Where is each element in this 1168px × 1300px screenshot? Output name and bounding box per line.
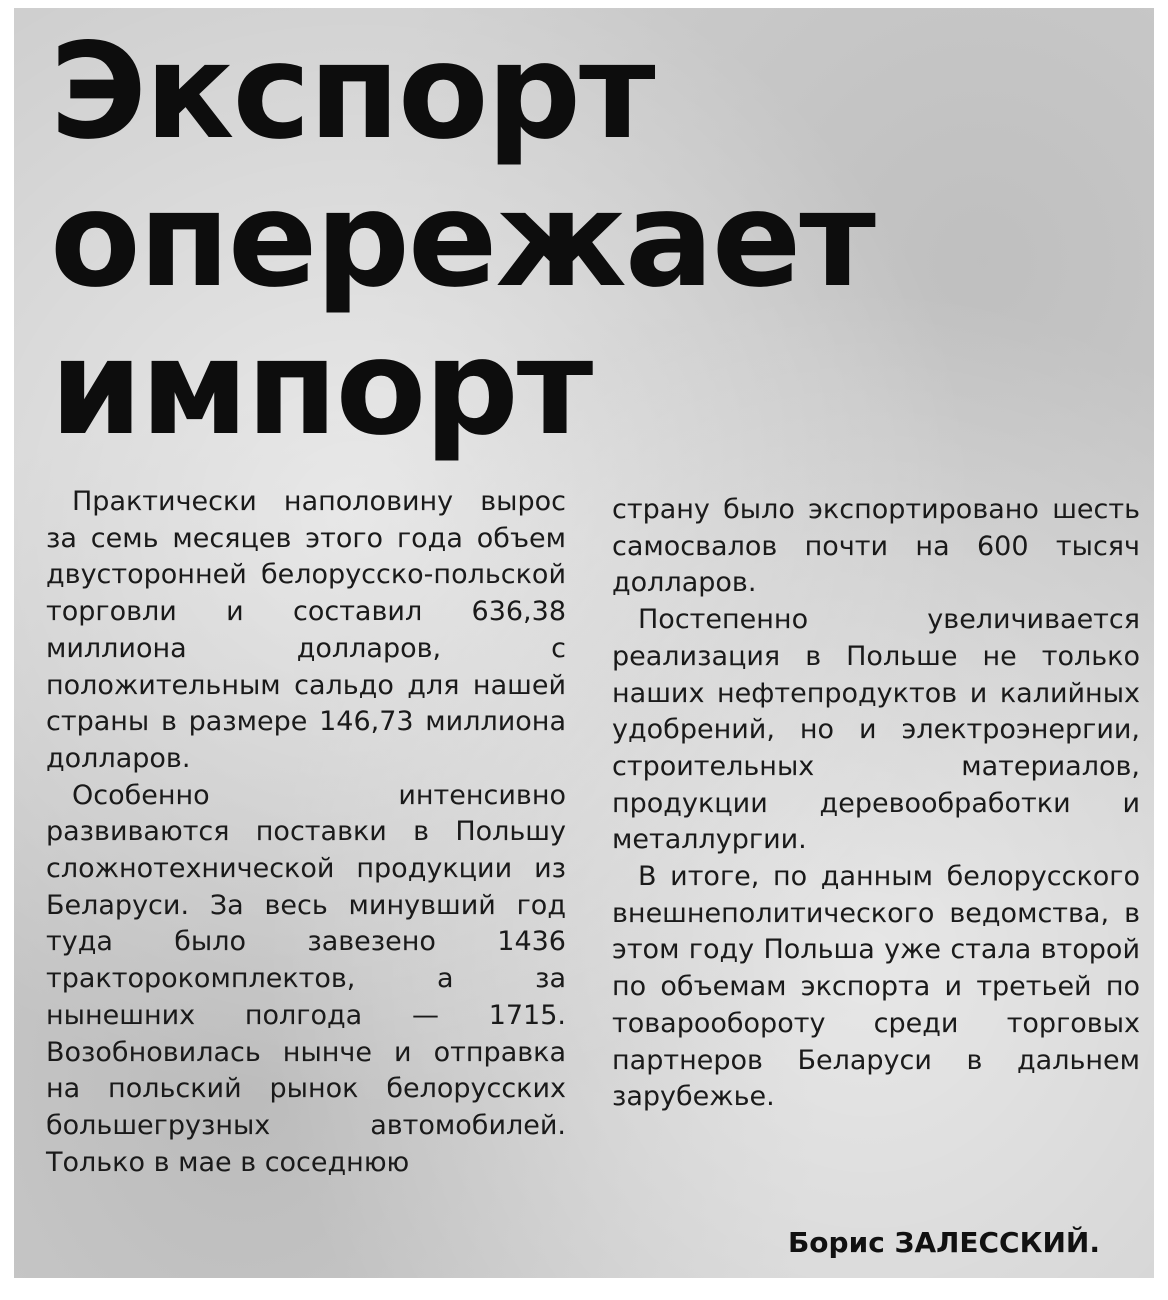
headline-line-2: опережает [50, 163, 874, 317]
left-paragraph-1: Практически наполовину вырос за семь месяцев этого года объем двусторонней белорусско-польской торговли и составил 636,38 миллиона долларов, с положительным сальдо для нашей страны в размере 146,73 миллиона долларов. [46, 486, 566, 774]
right-column [612, 492, 1140, 1116]
headline-line-1: Экспорт [50, 15, 654, 169]
right-paragraph-1: страну было экспортировано шесть самосвалов почти на 600 тысяч долларов. [612, 494, 1140, 599]
left-column [46, 484, 566, 1181]
right-paragraph-3: В итоге, по данным белорусского внешнеполитического ведомства, в этом году Польша уже стала второй по объемам экспорта и третьей по товарообороту среди торговых партнеров Беларуси в дальнем зарубежье. [612, 861, 1140, 1113]
author-byline: Борис ЗАЛЕССКИЙ. [787, 1226, 1100, 1259]
headline [50, 15, 1150, 465]
newspaper-clipping [14, 8, 1154, 1278]
right-paragraph-2: Постепенно увеличивается реализация в Польше не только наших нефтепродуктов и калийных удобрений, но и электроэнергии, строительных материалов, продукции деревообработки и металлургии. [612, 604, 1140, 856]
left-paragraph-2: Особенно интенсивно развиваются поставки в Польшу сложнотехнической продукции из Беларуси. За весь минувший год туда было завезено 1436 тракторокомплектов, а за нынешних полгода — 1715. Возобновилась нынче и отправка на польский рынок белорусских большегрузных автомобилей. Только в мае в соседнюю [46, 779, 566, 1178]
headline-line-3: импорт [50, 311, 592, 465]
